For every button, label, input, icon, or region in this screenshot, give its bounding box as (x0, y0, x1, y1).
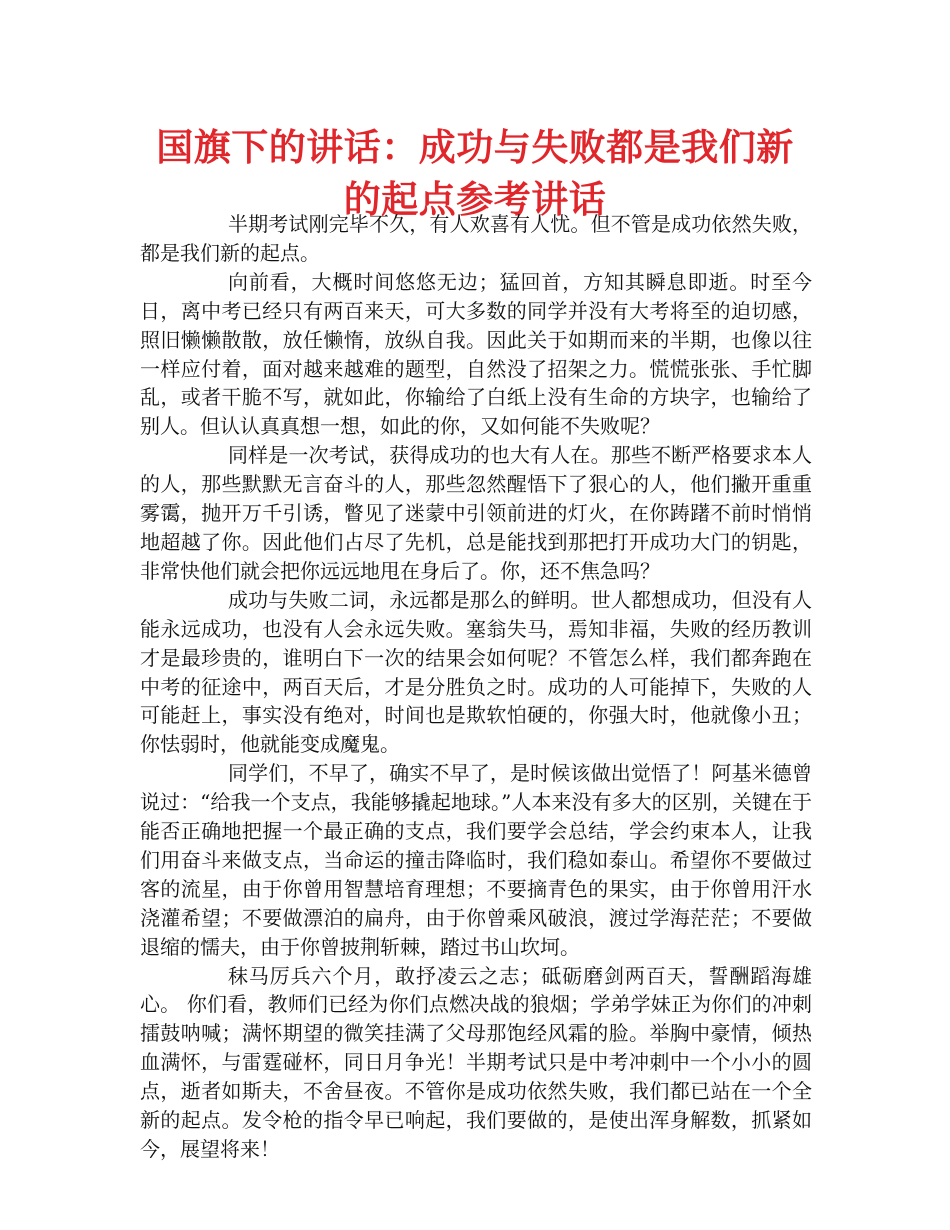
paragraph: 向前看，大概时间悠悠无边；猛回首，方知其瞬息即逝。时至今日，离中考已经只有两百来天，可大多数的同学并没有大考将至的迫切感，照旧懒懒散散，放任懒惰，放纵自我。因此关于如期而来的半期，也像以往一样应付着，面对越来越难的题型，自然没了招架之力。慌慌张张、手忙脚乱，或者干脆不写，就如此，你输给了白纸上没有生命的方块字，也输给了别人。但认认真真想一想，如此的你，又如何能不失败呢？ (140, 269, 812, 439)
paragraph: 半期考试刚完毕不久，有人欢喜有人忧。但不管是成功依然失败，都是我们新的起点。 (140, 212, 812, 265)
document-title: 国旗下的讲话：成功与失败都是我们新的起点参考讲话 (156, 126, 794, 221)
paragraph: 同学们，不早了，确实不早了，是时候该做出觉悟了！阿基米德曾说过：“给我一个支点，我能够撬起地球。”人本来没有多大的区别，关键在于能否正确地把握一个最正确的支点，我们要学会总结，学会约束本人，让我们用奋斗来做支点，当命运的撞击降临时，我们稳如泰山。希望你不要做过客的流星，由于你曾用智慧培育理想；不要摘青色的果实，由于你曾用汗水浇灌希望；不要做漂泊的扁舟，由于你曾乘风破浪，渡过学海茫茫；不要做退缩的懦夫，由于你曾披荆斩棘，踏过书山坎坷。 (140, 761, 812, 959)
paragraph: 同样是一次考试，获得成功的也大有人在。那些不断严格要求本人的人，那些默默无言奋斗的人，那些忽然醒悟下了狠心的人，他们撇开重重雾霭，抛开万千引诱，瞥见了迷蒙中引领前进的灯火，在你踌躇不前时悄悄地超越了你。因此他们占尽了先机，总是能找到那把打开成功大门的钥匙，非常快他们就会把你远远地甩在身后了。你，还不焦急吗？ (140, 443, 812, 583)
document-body (140, 210, 812, 1164)
paragraph: 成功与失败二词，永远都是那么的鲜明。世人都想成功，但没有人能永远成功，也没有人会永远失败。塞翁失马，焉知非福，失败的经历教训才是最珍贵的，谁明白下一次的结果会如何呢？不管怎么样，我们都奔跑在中考的征途中，两百天后，才是分胜负之时。成功的人可能掉下，失败的人可能赶上，事实没有绝对，时间也是欺软怕硬的，你强大时，他就像小丑；你怯弱时，他就能变成魔鬼。 (140, 587, 812, 757)
paragraph: 秣马厉兵六个月，敢抒凌云之志；砥砺磨剑两百天，誓酬蹈海雄心。 你们看，教师们已经为你们点燃决战的狼烟；学弟学妹正为你们的冲刺擂鼓呐喊；满怀期望的微笑挂满了父母那饱经风霜的脸。举胸中豪情，倾热血满怀，与雷霆碰杯，同日月争光！半期考试只是中考冲刺中一个小小的圆点，逝者如斯夫，不舍昼夜。不管你是成功依然失败，我们都已站在一个全新的起点。发令枪的指令早已响起，我们要做的，是使出浑身解数，抓紧如今，展望将来！ (140, 963, 812, 1161)
